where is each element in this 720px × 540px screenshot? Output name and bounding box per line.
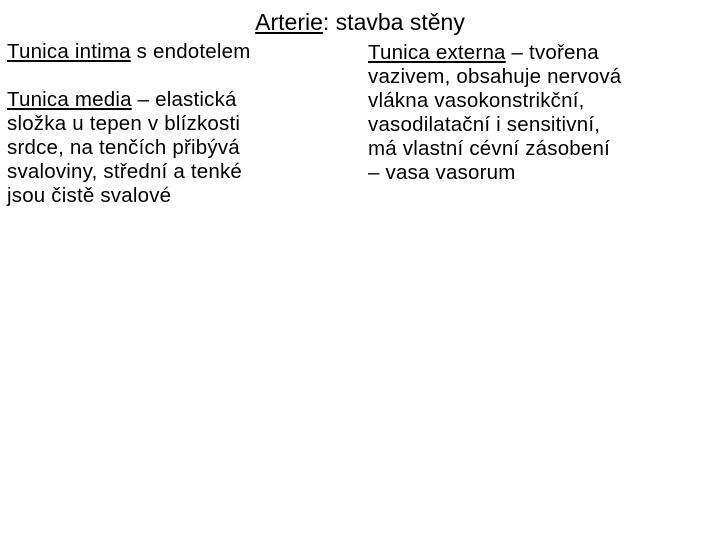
media-paragraph bbox=[7, 88, 337, 208]
title-rest: : stavba stěny bbox=[322, 9, 465, 35]
externa-term: Tunica externa bbox=[368, 41, 506, 64]
right-column bbox=[368, 41, 713, 185]
externa-line-1-rest: – tvořena bbox=[505, 41, 599, 64]
title-term: Arterie bbox=[255, 9, 323, 35]
media-line-1 bbox=[7, 88, 337, 112]
intima-term: Tunica intima bbox=[7, 40, 131, 63]
externa-line-5: má vlastní cévní zásobení bbox=[368, 137, 611, 160]
externa-line-6: – vasa vasorum bbox=[368, 161, 516, 184]
intima-paragraph bbox=[7, 40, 337, 64]
media-line-2: složka u tepen v blízkosti bbox=[7, 112, 241, 135]
media-line-1-rest: – elastická bbox=[131, 88, 237, 111]
media-line-4: svaloviny, střední a tenké bbox=[7, 160, 242, 183]
externa-paragraph bbox=[368, 41, 713, 185]
media-line-3: srdce, na tenčích přibývá bbox=[7, 136, 240, 159]
intima-rest: s endotelem bbox=[130, 40, 251, 63]
media-term: Tunica media bbox=[7, 88, 132, 111]
externa-line-1 bbox=[368, 41, 713, 65]
externa-line-4: vasodilatační i sensitivní, bbox=[368, 113, 601, 136]
media-line-5: jsou čistě svalové bbox=[7, 184, 172, 207]
slide-title bbox=[0, 8, 720, 36]
externa-line-2: vazivem, obsahuje nervová bbox=[368, 65, 622, 88]
externa-line-3: vlákna vasokonstrikční, bbox=[368, 89, 585, 112]
intima-line bbox=[7, 40, 337, 64]
left-column bbox=[7, 40, 337, 208]
